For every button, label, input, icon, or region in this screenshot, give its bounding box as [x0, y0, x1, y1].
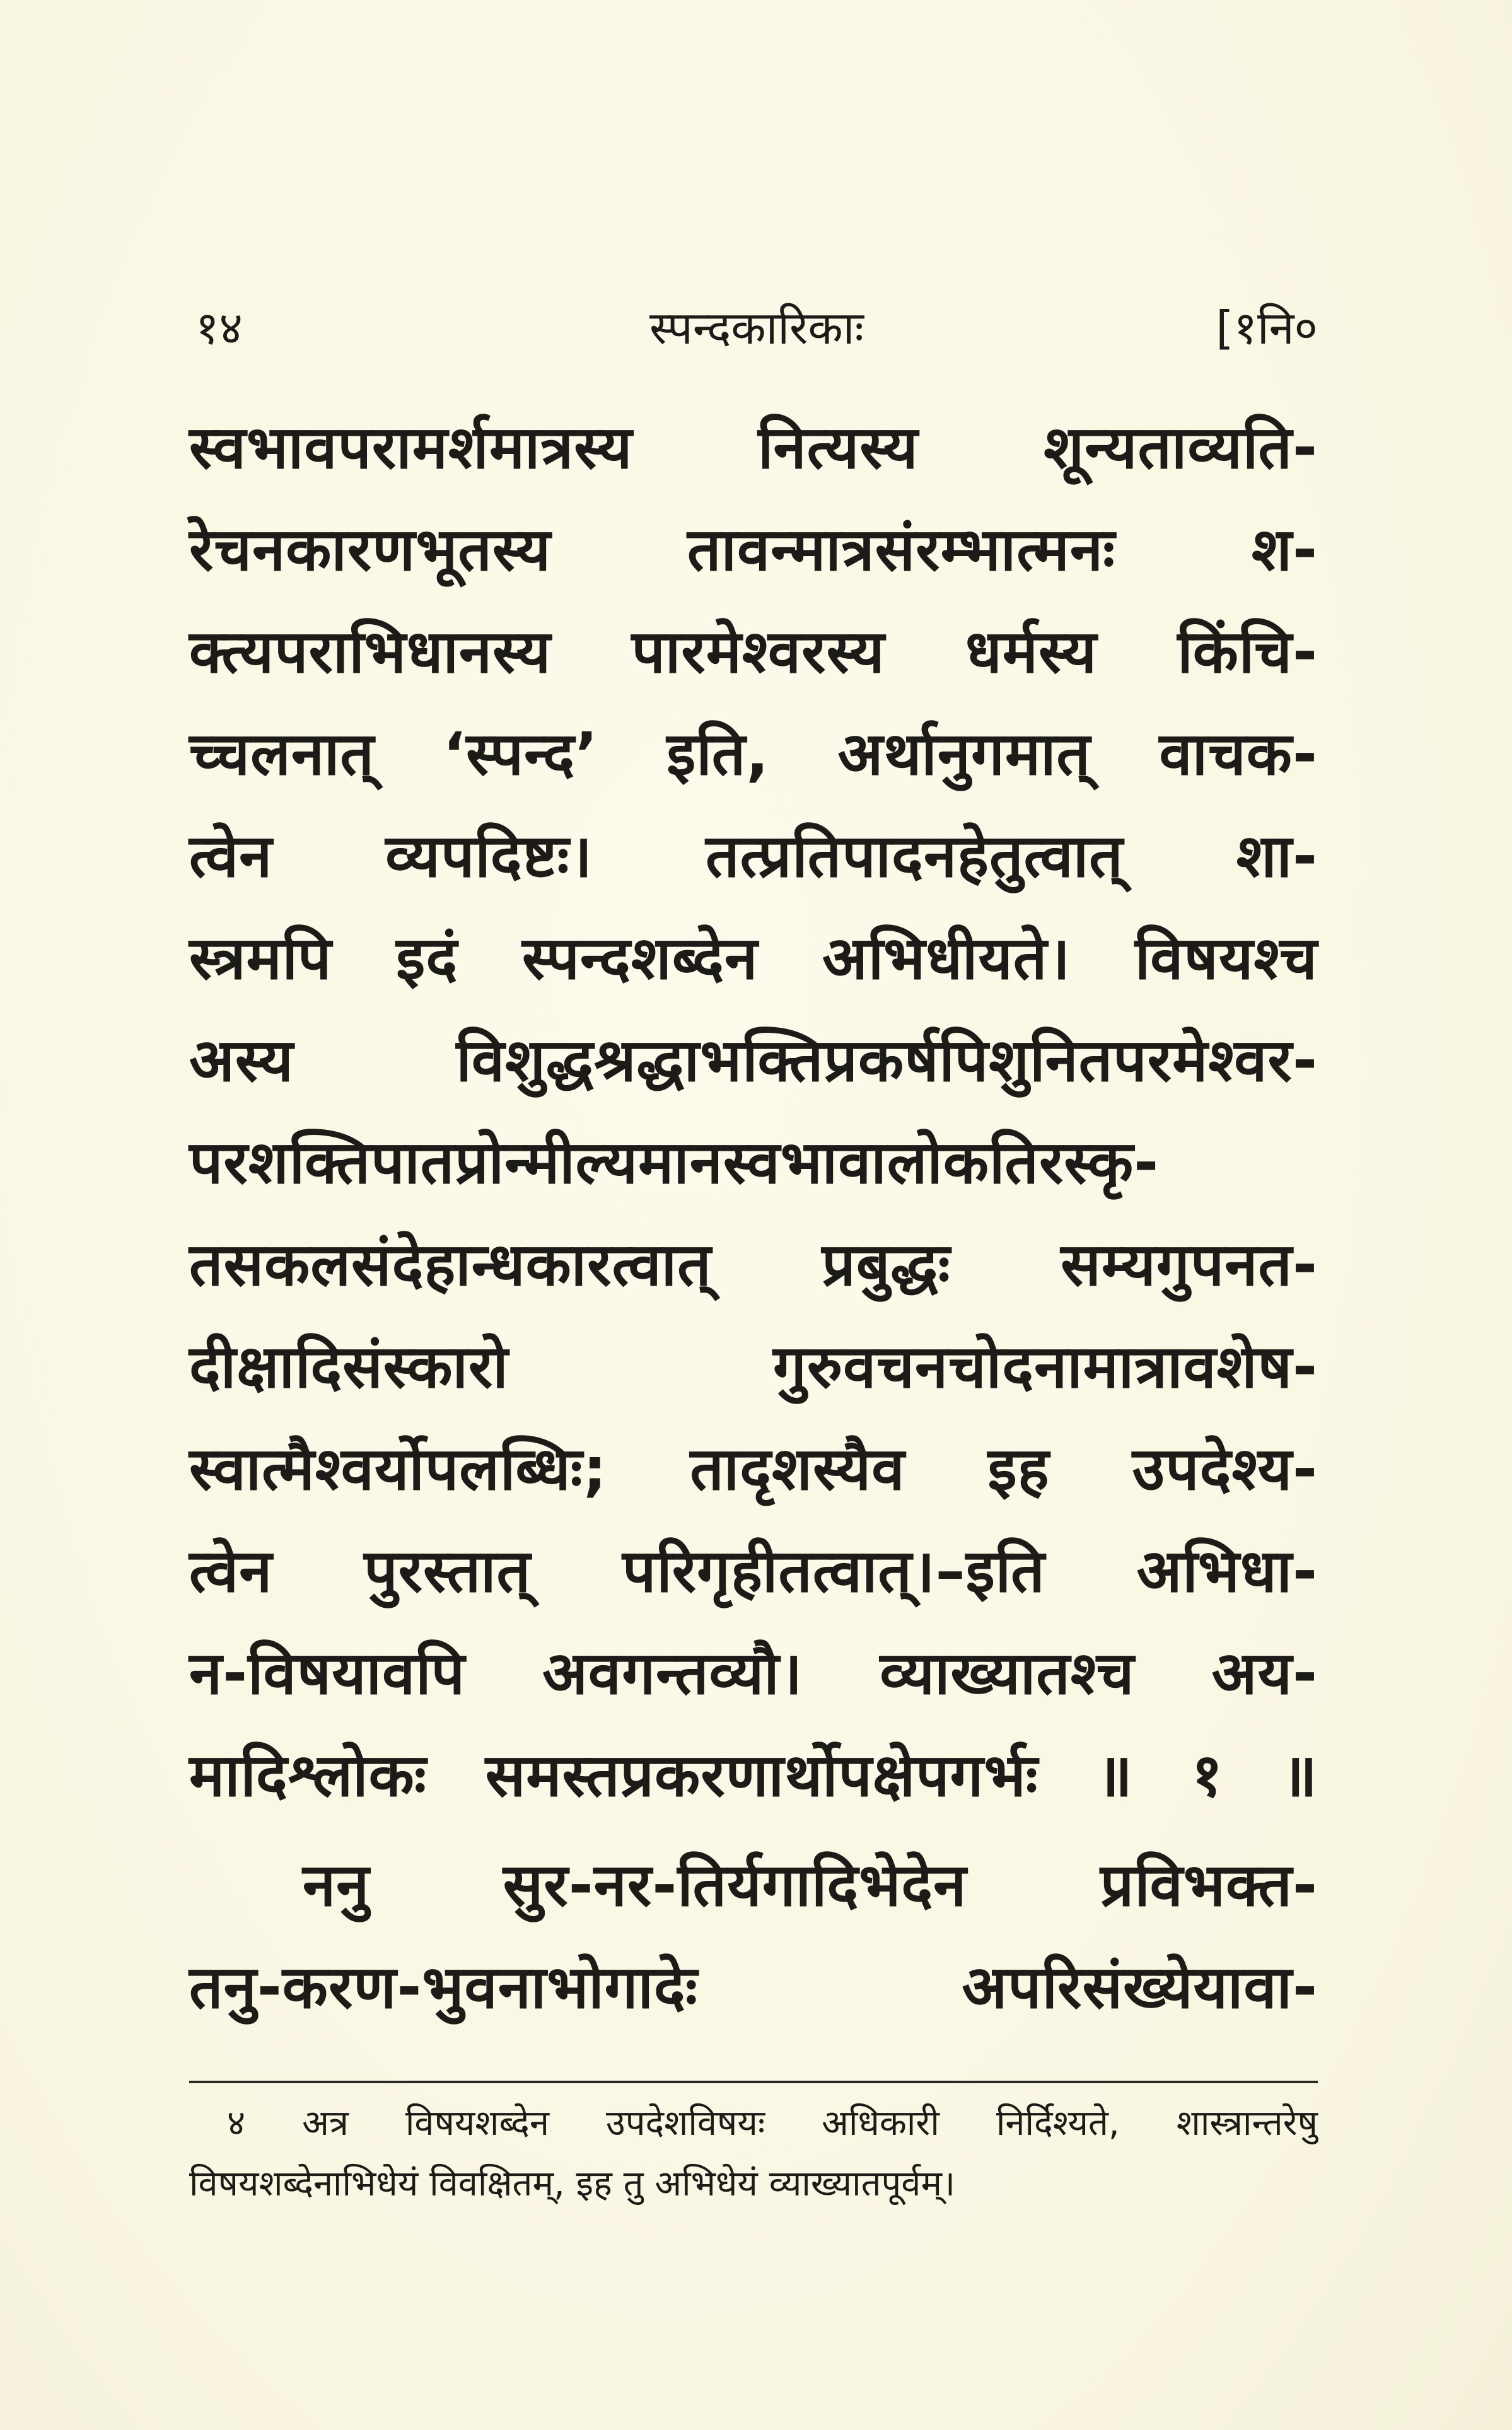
text-line: क्त्यपराभिधानस्य पारमेश्वरस्य धर्मस्य किंचि-	[189, 618, 1318, 687]
footnote-divider	[189, 2081, 1318, 2083]
section-reference: [१नि०	[1216, 301, 1318, 354]
text-line: मादिश्लोकः समस्तप्रकरणार्थोपक्षेपगर्भः ॥ १ ॥	[189, 1741, 1318, 1810]
text-line: च्चलनात् ‘स्पन्द’ इति, अर्थानुगमात् वाचक-	[189, 720, 1318, 789]
footnote-line: विषयशब्देनाभिधेयं विवक्षितम्, इह तु अभिधेयं व्याख्यातपूर्वम्।	[189, 2163, 956, 2204]
text-line: दीक्षादिसंस्कारो गुरुवचनचोदनामात्रावशेष-	[189, 1333, 1318, 1402]
text-line: त्वेन व्यपदिष्टः। तत्प्रतिपादनहेतुत्वात् शा-	[189, 822, 1318, 891]
text-line: परशक्तिपातप्रोन्मील्यमानस्वभावालोकतिरस्कृ-	[189, 1129, 1160, 1197]
text-line: त्वेन पुरस्तात् परिगृहीतत्वात्।–इति अभिधा-	[189, 1537, 1318, 1606]
text-line: तसकलसंदेहान्धकारत्वात् प्रबुद्धः सम्यगुपनत-	[189, 1231, 1318, 1299]
text-line: ननु सुर-नर-तिर्यगादिभेदेन प्रविभक्त-	[303, 1851, 1318, 1920]
second-paragraph	[189, 1835, 1318, 2039]
running-title: स्पन्दकारिकाः	[649, 301, 864, 354]
page-number: १४	[195, 301, 243, 354]
text-line: स्त्रमपि इदं स्पन्दशब्देन अभिधीयते। विषयश्च	[189, 924, 1318, 993]
footnotes	[189, 2093, 1318, 2214]
text-line: न-विषयावपि अवगन्तव्यौ। व्याख्यातश्च अय-	[189, 1639, 1318, 1708]
text-line: स्वभावपरामर्शमात्रस्य नित्यस्य शून्यताव्यति-	[189, 414, 1318, 482]
text-line: अस्य विशुद्धश्रद्धाभक्तिप्रकर्षपिशुनितपरमेश्वर-	[189, 1026, 1318, 1095]
text-line: तनु-करण-भुवनाभोगादेः अपरिसंख्येयावा-	[189, 1953, 1318, 2022]
main-text	[189, 397, 1318, 2039]
text-line: रेचनकारणभूतस्य तावन्मात्रसंरम्भात्मनः श-	[189, 516, 1318, 584]
footnote-line: ४ अत्र विषयशब्देन उपदेशविषयः अधिकारी निर्दिश्यते, शास्त्रान्तरेषु	[227, 2103, 1318, 2144]
text-line: स्वात्मैश्वर्योपलब्धिः; तादृशस्यैव इह उपदेश्य-	[189, 1435, 1318, 1504]
running-header	[195, 296, 1318, 372]
